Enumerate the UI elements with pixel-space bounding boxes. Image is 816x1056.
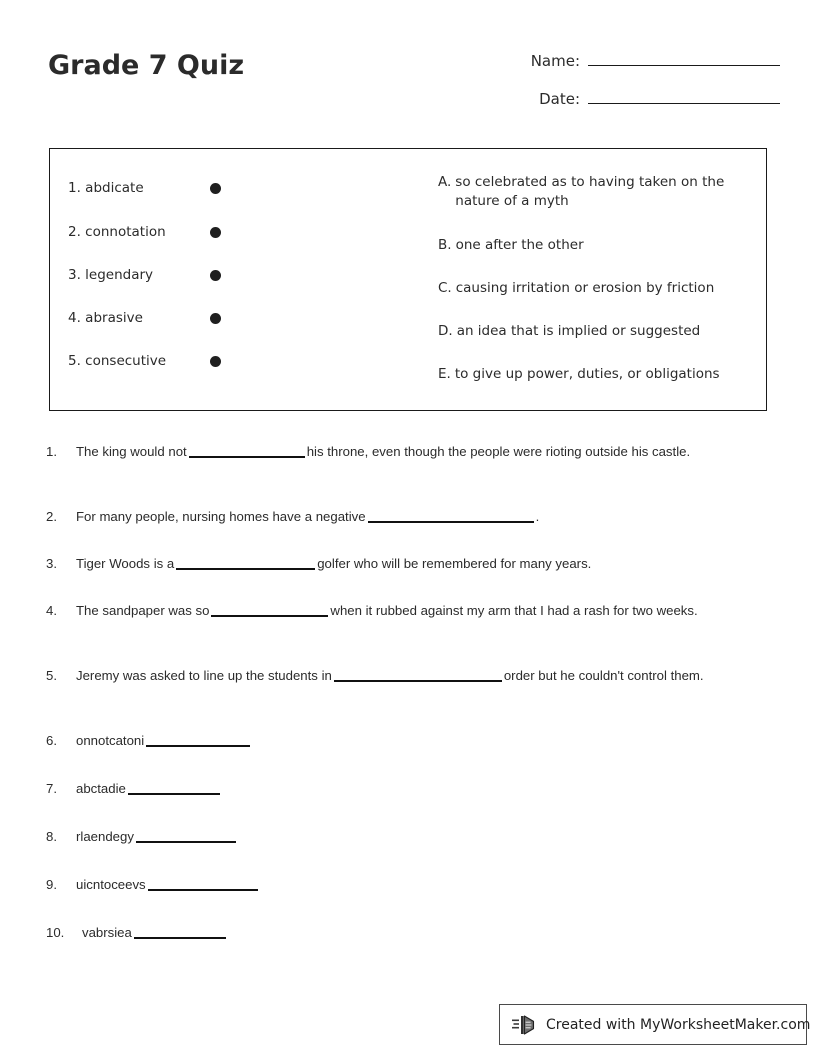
term-label: 4. abrasive [68,310,143,326]
question-number: 6. [46,733,57,748]
question-body [76,554,768,573]
badge-label: Created with MyWorksheetMaker.com [546,1016,811,1033]
question-body [82,923,768,942]
definition-bullet-wrap[interactable] [402,279,438,283]
question-text-before: Tiger Woods is a [76,556,175,571]
definition-text [438,236,584,255]
question-text-after: when it rubbed against my arm that I had a rash for two weeks. [330,603,698,618]
name-label: Name: [530,52,580,70]
myworksheetmaker-logo-icon [512,1013,538,1037]
created-with-badge[interactable] [499,1004,811,1045]
question-number: 5. [46,668,57,683]
matching-definition-row[interactable] [402,279,752,298]
question-number: 8. [46,829,57,844]
question-item [46,666,768,685]
definition-text [438,279,714,298]
matching-term-row[interactable] [68,222,368,242]
matching-term-row[interactable] [68,178,368,198]
name-field-row [500,48,780,86]
date-input-line[interactable] [588,86,780,104]
definition-letter: E. [438,366,451,382]
definition-text [438,365,720,384]
answer-blank[interactable] [136,828,236,843]
matching-term-row[interactable] [68,308,368,328]
question-text-after: . [535,509,540,524]
answer-blank[interactable] [189,443,305,458]
question-text-after: order but he couldn't control them. [503,668,704,683]
question-body [76,442,768,461]
question-text-before: onnotcatoni [76,733,145,748]
answer-blank[interactable] [146,732,250,747]
question-number: 1. [46,444,57,459]
definition-body: to give up power, duties, or obligations [454,366,720,382]
definition-letter: A. [438,174,452,190]
definition-text [438,173,752,211]
term-label: 5. consecutive [68,353,167,369]
question-item [46,507,768,526]
date-label: Date: [539,90,580,108]
question-number: 4. [46,603,57,618]
question-item [46,731,768,750]
question-item [46,827,768,846]
matching-definition-row[interactable] [402,322,752,341]
definition-bullet-wrap[interactable] [402,322,438,326]
term-bullet-icon[interactable] [210,183,221,194]
question-body [76,779,768,798]
definition-body: an idea that is implied or suggested [456,323,701,339]
question-text-after: golfer who will be remembered for many years. [317,556,592,571]
question-body [76,666,768,685]
matching-definitions-column [390,149,768,410]
definition-body: one after the other [455,237,584,253]
term-label: 1. abdicate [68,180,144,196]
question-text-before: The king would not [76,444,187,459]
definition-bullet-wrap[interactable] [402,365,438,369]
matching-exercise-box [49,148,767,411]
question-text-before: rlaendegy [76,829,134,844]
term-bullet-wrap[interactable] [196,183,236,194]
name-date-group [500,48,780,124]
answer-blank[interactable] [134,924,226,939]
name-input-line[interactable] [588,48,780,66]
question-text-before: Jeremy was asked to line up the students in [76,668,332,683]
term-bullet-wrap[interactable] [196,227,236,238]
definition-bullet-wrap[interactable] [402,236,438,240]
question-number: 7. [46,781,57,796]
question-number: 9. [46,877,57,892]
question-body [76,827,768,846]
date-field-row [500,86,780,124]
question-number: 2. [46,509,57,524]
matching-definition-row[interactable] [402,236,752,255]
question-text-before: For many people, nursing homes have a negative [76,509,366,524]
answer-blank[interactable] [128,780,220,795]
question-text-before: The sandpaper was so [76,603,210,618]
question-item [46,554,768,573]
question-text-before: abctadie [76,781,126,796]
definition-text [438,322,700,341]
question-number: 3. [46,556,57,571]
question-item [46,923,768,942]
question-body [76,731,768,750]
term-label: 3. legendary [68,267,154,283]
definition-letter: C. [438,280,452,296]
term-label: 2. connotation [68,224,166,240]
definition-body: causing irritation or erosion by friction [455,280,715,296]
matching-term-row[interactable] [68,351,368,371]
term-bullet-icon[interactable] [210,356,221,367]
definition-body: so celebrated as to having taken on the nature of a myth [455,174,725,209]
term-bullet-wrap[interactable] [196,313,236,324]
matching-term-row[interactable] [68,265,368,285]
question-text-before: vabrsiea [82,925,132,940]
definition-bullet-wrap[interactable] [402,173,438,177]
question-text-after: his throne, even though the people were rioting outside his castle. [306,444,691,459]
question-body [76,875,768,894]
question-text-before: uicntoceevs [76,877,146,892]
term-bullet-icon[interactable] [210,227,221,238]
matching-terms-column [50,149,390,410]
page-title: Grade 7 Quiz [48,50,245,81]
question-item [46,442,768,461]
question-item [46,779,768,798]
term-bullet-wrap[interactable] [196,356,236,367]
term-bullet-icon[interactable] [210,313,221,324]
answer-blank[interactable] [211,602,328,617]
matching-definition-row[interactable] [402,173,752,211]
term-bullet-icon[interactable] [210,270,221,281]
answer-blank[interactable] [176,555,315,570]
matching-definition-row[interactable] [402,365,752,384]
answer-blank[interactable] [368,508,534,523]
worksheet-header [0,0,816,130]
question-body [76,601,768,620]
question-body [76,507,768,526]
answer-blank[interactable] [148,876,258,891]
definition-letter: D. [438,323,453,339]
question-number: 10. [46,925,65,940]
question-item [46,875,768,894]
term-bullet-wrap[interactable] [196,270,236,281]
answer-blank[interactable] [334,667,502,682]
question-item [46,601,768,620]
definition-letter: B. [438,237,452,253]
